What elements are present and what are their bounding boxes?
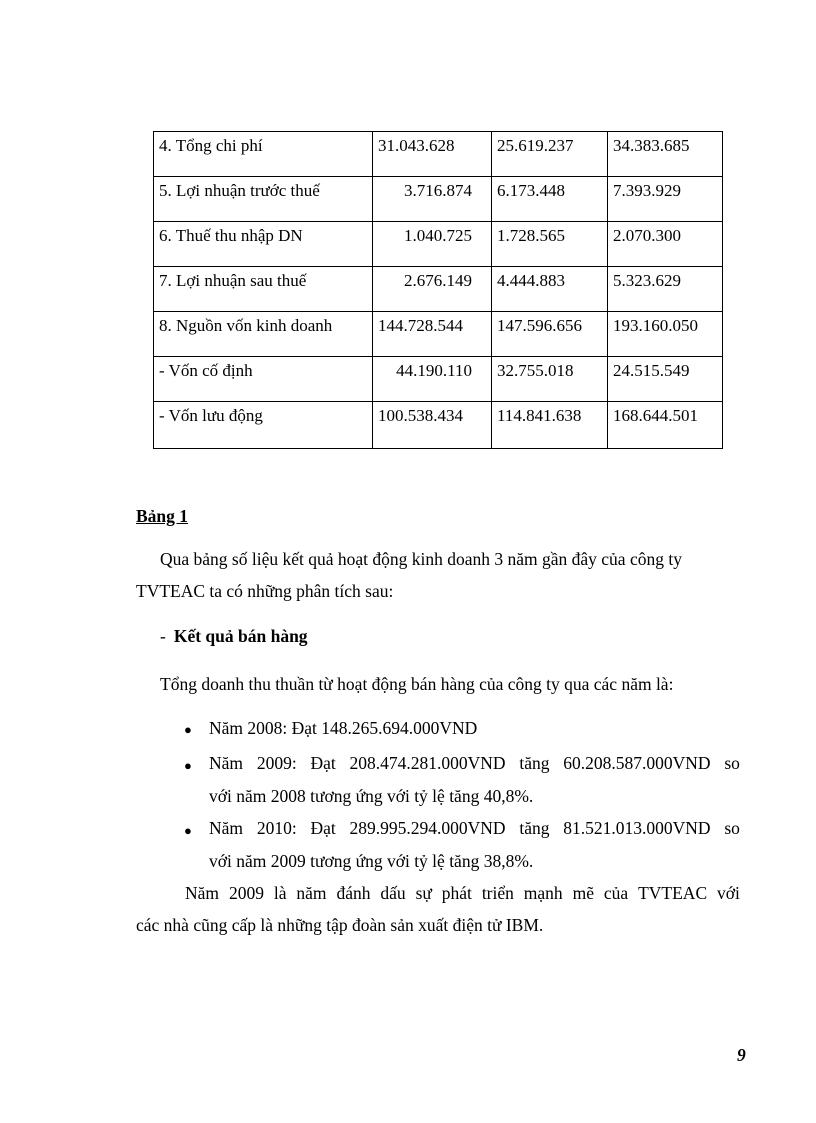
word: 2009: (256, 753, 297, 773)
word: 81.521.013.000VND (563, 818, 711, 838)
table-row (154, 267, 723, 312)
value-cell: 25.619.237 (492, 132, 608, 177)
table-row (154, 402, 723, 449)
value-cell: 31.043.628 (373, 132, 492, 177)
value-cell: 144.728.544 (373, 312, 492, 357)
word: 289.995.294.000VND (349, 818, 506, 838)
row-label: 8. Nguồn vốn kinh doanh (154, 312, 373, 357)
row-label: - Vốn cố định (154, 357, 373, 402)
table-row (154, 312, 723, 357)
value-cell: 7.393.929 (608, 177, 723, 222)
value-cell: 44.190.110 (373, 357, 492, 402)
intro-paragraph-line-2: TVTEAC ta có những phân tích sau: (136, 581, 394, 601)
word: của (603, 883, 629, 903)
table-caption: Bảng 1 (136, 506, 189, 526)
row-label: 5. Lợi nhuận trước thuế (154, 177, 373, 222)
value-cell: 114.841.638 (492, 402, 608, 449)
word: với (717, 883, 740, 903)
bullet-text-2009-cont: với năm 2008 tương ứng với tỷ lệ tăng 40,8%. (209, 786, 534, 806)
bullet-text-2009 (209, 752, 740, 774)
value-cell: 3.716.874 (373, 177, 492, 222)
bullet-text-2008: Năm 2008: Đạt 148.265.694.000VND (209, 718, 478, 738)
word: mạnh (523, 883, 563, 903)
bullet-text-2010 (209, 817, 740, 839)
closing-paragraph-line-2: các nhà cũng cấp là những tập đoàn sản xuất điện tử IBM. (136, 915, 544, 935)
value-cell: 34.383.685 (608, 132, 723, 177)
bullet-icon: ● (184, 758, 192, 773)
value-cell: 2.676.149 (373, 267, 492, 312)
word: năm (296, 883, 327, 903)
value-cell: 4.444.883 (492, 267, 608, 312)
word: sự (415, 883, 432, 903)
word: Năm (209, 818, 244, 838)
value-cell: 2.070.300 (608, 222, 723, 267)
word: 208.474.281.000VND (349, 753, 506, 773)
section-heading (160, 625, 308, 647)
value-cell: 168.644.501 (608, 402, 723, 449)
bullet-text-2010-cont: với năm 2009 tương ứng với tỷ lệ tăng 38,8%. (209, 851, 534, 871)
word: Năm (209, 753, 244, 773)
word: 2010: (256, 818, 297, 838)
row-label: 6. Thuế thu nhập DN (154, 222, 373, 267)
bullet-icon: ● (184, 722, 192, 737)
value-cell: 1.728.565 (492, 222, 608, 267)
word: tăng (519, 753, 550, 773)
page-number: 9 (737, 1045, 746, 1065)
word: triển (481, 883, 514, 903)
word: so (724, 818, 740, 838)
word: Đạt (310, 753, 336, 773)
word: phát (441, 883, 472, 903)
row-label: - Vốn lưu động (154, 402, 373, 449)
value-cell: 24.515.549 (608, 357, 723, 402)
table-row (154, 357, 723, 402)
word: đánh (336, 883, 371, 903)
value-cell: 6.173.448 (492, 177, 608, 222)
word: dấu (380, 883, 406, 903)
closing-paragraph-line-1 (185, 882, 740, 904)
section-heading-text: Kết quả bán hàng (173, 626, 308, 646)
bullet-icon: ● (184, 823, 192, 838)
word: so (724, 753, 740, 773)
value-cell: 5.323.629 (608, 267, 723, 312)
revenue-intro: Tổng doanh thu thuần từ hoạt động bán hàng của công ty qua các năm là: (160, 674, 674, 694)
word: TVTEAC (638, 883, 708, 903)
table-row (154, 177, 723, 222)
word: là (273, 883, 287, 903)
word: Đạt (310, 818, 336, 838)
value-cell: 193.160.050 (608, 312, 723, 357)
word: mẽ (572, 883, 594, 903)
table-row (154, 222, 723, 267)
intro-paragraph-line-1: Qua bảng số liệu kết quả hoạt động kinh doanh 3 năm gần đây của công ty (160, 549, 682, 569)
word: 2009 (228, 883, 264, 903)
section-dash: - (160, 626, 166, 646)
row-label: 7. Lợi nhuận sau thuế (154, 267, 373, 312)
word: tăng (519, 818, 550, 838)
value-cell: 32.755.018 (492, 357, 608, 402)
word: 60.208.587.000VND (563, 753, 711, 773)
value-cell: 100.538.434 (373, 402, 492, 449)
row-label: 4. Tổng chi phí (154, 132, 373, 177)
word: Năm (185, 883, 220, 903)
value-cell: 147.596.656 (492, 312, 608, 357)
value-cell: 1.040.725 (373, 222, 492, 267)
financial-results-table (153, 131, 723, 449)
table-row (154, 132, 723, 177)
